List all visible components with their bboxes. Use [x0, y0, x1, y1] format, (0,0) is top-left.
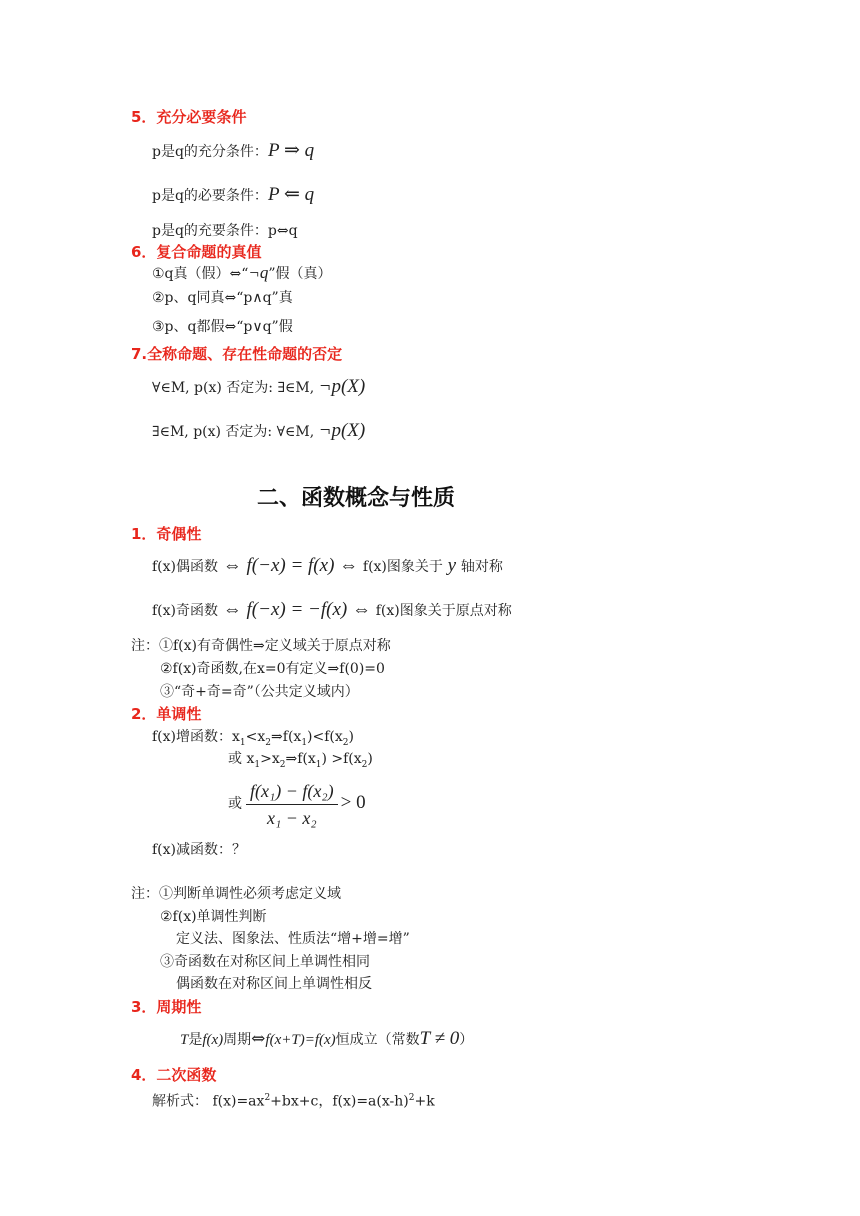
- sub-2: 2: [265, 737, 272, 748]
- odd-function-text: f(x)奇函数: [152, 603, 219, 619]
- sub-2: 2: [342, 737, 349, 748]
- greater-than-zero: > 0: [340, 792, 366, 813]
- monotonicity-note-4: ③奇函数在对称区间上单调性相同: [160, 954, 370, 970]
- section-5-title: 5．充分必要条件: [131, 108, 247, 126]
- period-iff: ⇔: [251, 1029, 266, 1049]
- inc-lt-f: )<f(x: [307, 729, 343, 745]
- increasing-line-2: [228, 750, 373, 774]
- quadratic-expression-line: [152, 1089, 435, 1111]
- quadratic-k: +k: [414, 1093, 435, 1110]
- compound-line-2: ②p、q同真⇔“p∧q”真: [152, 290, 293, 306]
- inc-implies: ⇒f(x: [271, 729, 302, 745]
- odd-function-line: [152, 599, 512, 622]
- period-t: T: [180, 1032, 189, 1048]
- or-implies: ⇒f(x: [285, 751, 316, 767]
- fraction-denominator: x₁ − x₂: [266, 807, 317, 828]
- chapter-title: 二、函数概念与性质: [257, 486, 456, 511]
- odd-function-formula: ⇔ f(−x) = −f(x) ⇔: [218, 599, 376, 620]
- sufficient-condition-text: p是q的充分条件：: [152, 144, 268, 160]
- sub-2: 2: [361, 759, 368, 770]
- sufficient-condition-line: [152, 140, 314, 163]
- parity-title: 1．奇偶性: [131, 525, 202, 543]
- sub-1: 1: [315, 759, 322, 770]
- period-fx: f(x): [202, 1032, 224, 1048]
- increasing-line-1: [152, 728, 354, 752]
- monotonicity-note-1: 注：①判断单调性必须考虑定义域: [131, 886, 341, 902]
- or-x1: 或 x: [228, 751, 255, 767]
- parity-note-3: ③“奇+奇=奇”（公共定义域内）: [160, 684, 359, 700]
- compound-line-1-start: ①q真（假）⇔“: [152, 266, 249, 282]
- monotonicity-note-3: 定义法、图象法、性质法“增+增=增”: [176, 931, 410, 947]
- sub-1: 1: [301, 737, 308, 748]
- y-axis-symbol: y: [442, 555, 461, 576]
- inc-lt: <x: [245, 729, 266, 745]
- negation-line-1-formula: ¬p(X): [318, 376, 366, 397]
- period-always: 恒成立（常数: [335, 1032, 420, 1048]
- inc-close: ): [348, 729, 354, 745]
- compound-line-1: [152, 263, 332, 284]
- section-6-title: 6．复合命题的真值: [131, 243, 262, 261]
- period-nonzero: T ≠ 0: [419, 1028, 460, 1049]
- compound-line-1-end: ”假（真）: [268, 266, 332, 282]
- difference-quotient-fraction: [246, 780, 338, 829]
- not-q-formula: ¬q: [248, 263, 269, 282]
- necessary-condition-line: [152, 184, 314, 207]
- quadratic-general: 解析式： f(x)=ax: [152, 1093, 265, 1110]
- periodicity-line: [180, 1028, 473, 1051]
- inc-x1: x: [232, 729, 240, 745]
- even-function-formula: ⇔ f(−x) = f(x) ⇔: [218, 555, 363, 576]
- sub-1: 1: [254, 759, 261, 770]
- compound-line-3: ③p、q都假⇔“p∨q”假: [152, 319, 293, 335]
- negation-line-1: [152, 376, 365, 399]
- parity-note-1: 注：①f(x)有奇偶性⇒定义域关于原点对称: [131, 638, 391, 654]
- necessary-condition-text: p是q的必要条件：: [152, 188, 268, 204]
- even-function-line: [152, 555, 503, 578]
- iff-condition-line: p是q的充要条件：p⇔q: [152, 223, 298, 239]
- period-close: ）: [459, 1032, 474, 1048]
- difference-quotient-line: [228, 779, 366, 829]
- sub-2: 2: [279, 759, 286, 770]
- periodicity-title: 3．周期性: [131, 998, 202, 1016]
- sub-1: 1: [239, 737, 246, 748]
- sup-2: 2: [408, 1093, 415, 1103]
- or-label: 或: [228, 796, 242, 812]
- sufficient-condition-formula: P ⇒ q: [267, 140, 315, 161]
- period-word: 周期: [223, 1032, 252, 1048]
- monotonicity-note-5: 偶函数在对称区间上单调性相反: [176, 976, 372, 992]
- negation-line-2: [152, 420, 365, 443]
- even-function-symmetry: f(x)图象关于: [362, 559, 443, 575]
- period-equation: f(x+T)=f(x): [265, 1032, 336, 1048]
- negation-line-1-text: ∀∈M, p(x) 否定为: ∃∈M,: [152, 380, 319, 396]
- even-function-axis: 轴对称: [460, 559, 503, 575]
- decreasing-line: f(x)减函数：？: [152, 842, 247, 858]
- increasing-label: f(x)增函数：: [152, 729, 233, 745]
- or-gt-f: ) >f(x: [321, 751, 362, 767]
- sup-2: 2: [264, 1093, 271, 1103]
- parity-note-2: ②f(x)奇函数,在x=0有定义⇒f(0)=0: [160, 661, 385, 677]
- even-function-text: f(x)偶函数: [152, 559, 219, 575]
- period-is: 是: [188, 1032, 203, 1048]
- negation-line-2-text: ∃∈M, p(x) 否定为: ∀∈M,: [152, 424, 319, 440]
- quadratic-title: 4．二次函数: [131, 1066, 217, 1084]
- monotonicity-title: 2．单调性: [131, 705, 202, 723]
- negation-line-2-formula: ¬p(X): [318, 420, 366, 441]
- necessary-condition-formula: P ⇐ q: [267, 184, 315, 205]
- monotonicity-note-2: ②f(x)单调性判断: [160, 909, 267, 925]
- or-close: ): [367, 751, 373, 767]
- quadratic-vertex: +bx+c，f(x)=a(x-h): [270, 1093, 409, 1110]
- fraction-numerator: f(x₁) − f(x₂): [246, 780, 338, 805]
- section-7-title: 7.全称命题、存在性命题的否定: [131, 345, 343, 363]
- odd-function-symmetry: f(x)图象关于原点对称: [375, 603, 512, 619]
- or-gt: >x: [260, 751, 280, 767]
